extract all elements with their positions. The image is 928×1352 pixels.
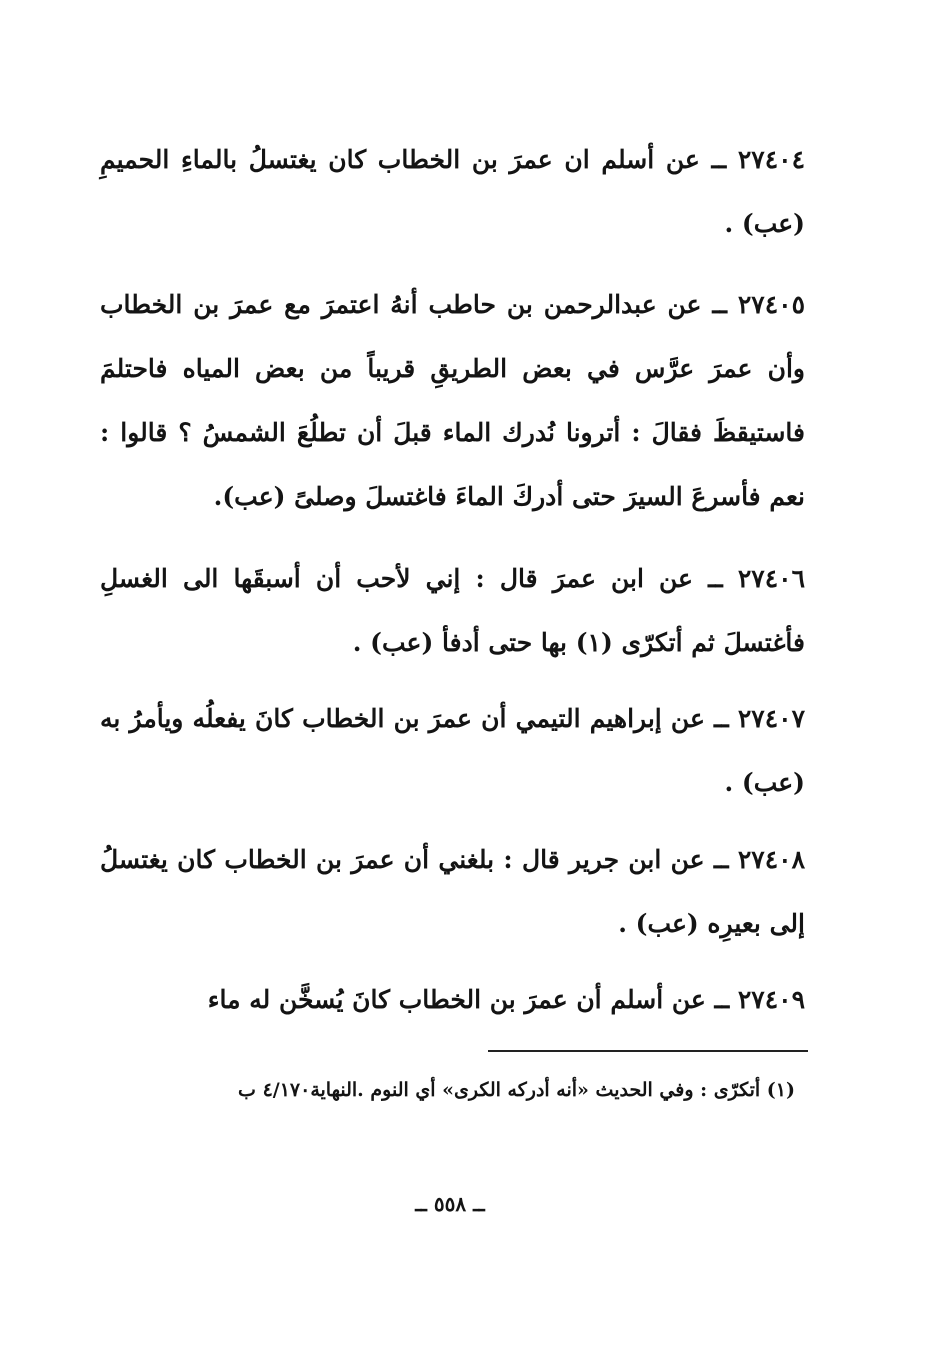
hadith-entry-27409 bbox=[100, 968, 805, 1032]
entry-text: ٢٧٤٠٧ ــ عن إبراهيم التيمي أن عمرَ بن الخطاب كانَ يفعلُه ويأمرُ به (عب) . bbox=[100, 704, 805, 797]
hadith-entry-27405 bbox=[100, 273, 805, 529]
entry-text: ٢٧٤٠٩ ــ عن أسلم أن عمرَ بن الخطاب كانَ يُسخَّن له ماء bbox=[207, 985, 805, 1014]
hadith-entry-27408 bbox=[100, 828, 805, 956]
hadith-entry-27406 bbox=[100, 547, 805, 675]
footnote: (١) أتكرّى : وفي الحديث «أنه أدركه الكرى» أي النوم .النهاية٤/١٧٠ ب bbox=[238, 1079, 795, 1101]
entry-text: ٢٧٤٠٥ ــ عن عبدالرحمن بن حاطب أنهُ اعتمرَ مع عمرَ بن الخطاب وأن عمرَ عرَّس في بعض الطريقِ قريباً من بعض المياه فاحتلمَ فاستيقظَ فقالَ : أترونا نُدرك الماء قبلَ أن تطلُعَ الشمسُ ؟ قالوا : نعم فأسرعَ السيرَ حتى أدركَ الماءَ فاغتسلَ وصلىً (عب). bbox=[100, 290, 805, 511]
entry-text: ٢٧٤٠٤ ــ عن أسلم ان عمرَ بن الخطاب كان يغتسلُ بالماءِ الحميمِ (عب) . bbox=[100, 145, 805, 238]
hadith-entry-27404 bbox=[100, 128, 805, 256]
page-number: ــ ٥٥٨ ــ bbox=[415, 1192, 485, 1216]
entry-text: ٢٧٤٠٨ ــ عن ابن جرير قال : بلغني أن عمرَ بن الخطاب كان يغتسلُ إلى بعيرِه (عب) . bbox=[100, 845, 805, 938]
hadith-entry-27407 bbox=[100, 687, 805, 815]
footnote-separator bbox=[488, 1050, 808, 1052]
entry-text: ٢٧٤٠٦ ــ عن ابن عمرَ قال : إني لأحب أن أسبقَها الى الغسلِ فأغتسلَ ثم أتكرّى (١) بها حتى أدفأ (عب) . bbox=[100, 564, 805, 657]
